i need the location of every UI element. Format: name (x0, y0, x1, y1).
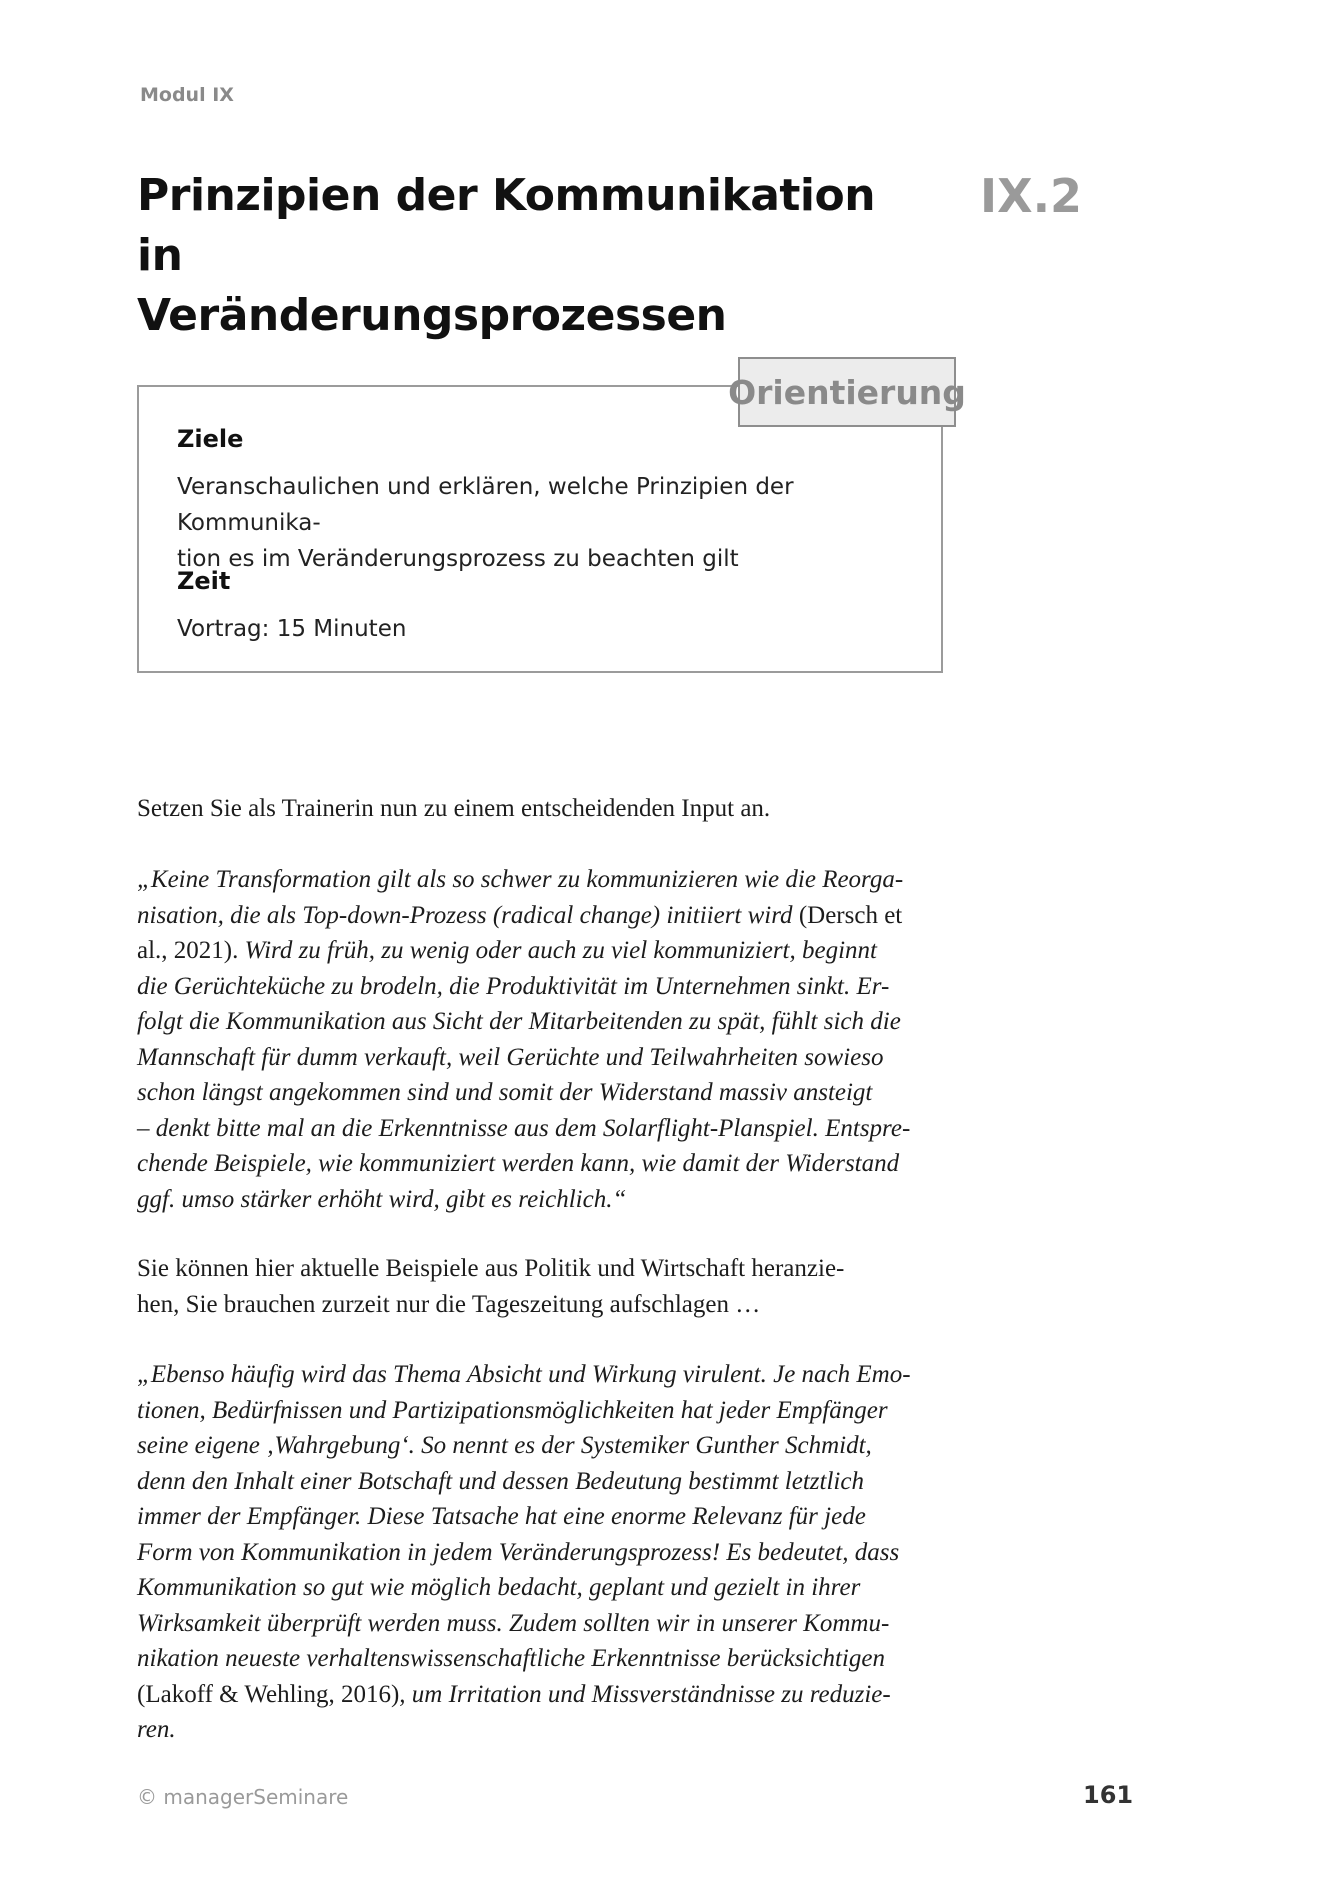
text-span: nisation, die als Top-down-Prozess (radical change) initiiert wird (137, 901, 793, 929)
citation: (Lakoff & Wehling, 2016) (137, 1680, 400, 1708)
text-line: die Gerüchteküche zu brodeln, die Produktivität im Unternehmen sinkt. Er- (137, 972, 890, 1000)
text-line: chende Beispiele, wie kommuniziert werden kann, wie damit der Widerstand (137, 1150, 900, 1177)
text-line: denn den Inhalt einer Botschaft und dessen Bedeutung bestimmt letztlich (137, 1467, 864, 1495)
text-line: immer der Empfänger. Diese Tatsache hat eine enorme Relevanz für jede (137, 1503, 866, 1530)
goals-label: Ziele (177, 425, 244, 453)
quote-paragraph-2 (137, 1357, 942, 1748)
citation: (Dersch et (792, 901, 903, 929)
page-title-line2: Veränderungsprozessen (137, 290, 727, 341)
text-line: seine eigene ‚Wahrgebung‘. So nennt es der Systemiker Gunther Schmidt, (137, 1432, 872, 1459)
page-number: 161 (1083, 1781, 1134, 1809)
time-text: Vortrag: 15 Minuten (177, 616, 407, 642)
text-line (137, 1677, 942, 1713)
text-line: „Ebenso häufig wird das Thema Absicht und Wirkung virulent. Je nach Emo- (137, 1361, 911, 1388)
text-line: „Keine Transformation gilt als so schwer zu kommunizieren wie die Reorga- (137, 866, 904, 893)
text-span: Wird zu früh, zu wenig oder auch zu viel kommuniziert, beginnt (244, 937, 877, 964)
page-title-line1: Prinzipien der Kommunikation in (137, 170, 876, 281)
module-label: Modul IX (140, 84, 234, 106)
text-line: tionen, Bedürfnissen und Partizipationsmöglichkeiten hat jeder Empfänger (137, 1396, 888, 1424)
text-line: ggf. umso stärker erhöht wird, gibt es reichlich.“ (137, 1185, 627, 1213)
page-title (137, 166, 897, 346)
citation: al., 2021). (137, 937, 245, 964)
text-line: Sie können hier aktuelle Beispiele aus Politik und Wirtschaft heranzie- (137, 1255, 845, 1282)
time-label: Zeit (177, 567, 231, 595)
goals-text (177, 469, 897, 577)
text-line: hen, Sie brauchen zurzeit nur die Tageszeitung aufschlagen … (137, 1290, 761, 1318)
paragraph-2 (137, 1251, 942, 1322)
text-line: schon längst angekommen sind und somit der Widerstand massiv ansteigt (137, 1079, 873, 1106)
goals-line: Veranschaulichen und erklären, welche Prinzipien der Kommunika- (177, 474, 794, 536)
text-line: – denkt bitte mal an die Erkenntnisse aus dem Solarflight-Planspiel. Entspre- (137, 1114, 911, 1142)
goals-line: tion es im Veränderungsprozess zu beachten gilt (177, 546, 739, 572)
text-line: nikation neueste verhaltenswissenschaftliche Erkenntnisse berücksichtigen (137, 1645, 885, 1672)
section-code: IX.2 (980, 169, 1083, 223)
text-line: Kommunikation so gut wie möglich bedacht, geplant und gezielt in ihrer (137, 1574, 861, 1601)
footer-copyright: © managerSeminare (137, 1785, 349, 1809)
intro-paragraph: Setzen Sie als Trainerin nun zu einem entscheidenden Input an. (137, 795, 771, 822)
text-line: Wirksamkeit überprüft werden muss. Zudem sollten wir in unserer Kommu- (137, 1609, 890, 1637)
text-line: Mannschaft für dumm verkauft, weil Gerüchte und Teilwahrheiten sowieso (137, 1043, 884, 1071)
text-line: Form von Kommunikation in jedem Veränderungsprozess! Es bedeutet, dass (137, 1538, 900, 1566)
orientation-tab: Orientierung (738, 357, 956, 427)
quote-paragraph-1 (137, 862, 942, 1217)
text-line: folgt die Kommunikation aus Sicht der Mitarbeitenden zu spät, fühlt sich die (137, 1008, 901, 1035)
text-line (137, 933, 942, 969)
text-line (137, 898, 942, 934)
text-span: , um Irritation und Missverständnisse zu reduzie- (399, 1680, 891, 1708)
text-line: ren. (137, 1716, 176, 1743)
